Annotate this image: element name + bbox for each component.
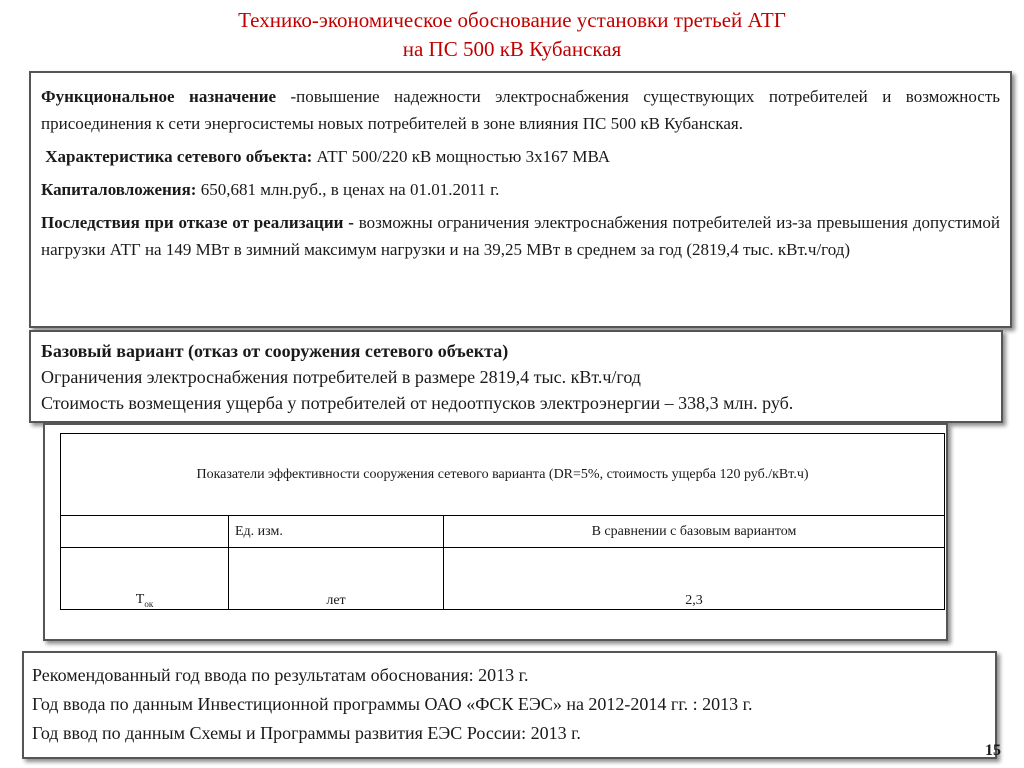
- functional-text: -повышение надежности электроснабжения существующих потребителей и возможность присоединения к сети энергосистемы новых потребителей в зоне влияния ПС 500 кВ Кубанская.: [41, 87, 1000, 133]
- recommendations-box: [22, 651, 997, 759]
- row-name: Т: [135, 592, 145, 608]
- row-value: 2,3: [444, 548, 945, 610]
- slide-title-line1: Технико-экономическое обоснование установки третьей АТГ: [238, 8, 786, 32]
- table-caption-row: [61, 434, 945, 516]
- recommendation-line1: Рекомендованный год ввода по результатам обоснования: 2013 г.: [32, 665, 529, 685]
- indicators-box: [43, 423, 948, 641]
- row-unit: лет: [229, 548, 444, 610]
- summary-box: [29, 71, 1012, 328]
- capex-text: 650,681 млн.руб., в ценах на 01.01.2011 г.: [196, 180, 500, 199]
- slide-title: [0, 6, 1024, 64]
- indicators-table: [60, 433, 945, 610]
- page-number: 15: [985, 742, 1001, 759]
- table-header-row: [61, 516, 945, 548]
- header-cell-unit: Ед. изм.: [229, 516, 444, 548]
- slide-title-line2: на ПС 500 кВ Кубанская: [402, 37, 622, 61]
- functional-paragraph: [41, 83, 1000, 137]
- consequences-text: возможны ограничения электроснабжения потребителей из-за превышения допустимой нагрузки АТГ на 149 МВт в зимний максимум нагрузки и на 39,25 МВт в среднем за год (2819,4 тыс. кВт.ч/год): [41, 213, 1000, 259]
- table-caption: Показатели эффективности сооружения сетевого варианта (DR=5%, стоимость ущерба 120 руб./кВт.ч): [61, 434, 945, 516]
- header-cell-comparison: В сравнении с базовым вариантом: [444, 516, 945, 548]
- base-variant-line2: Стоимость возмещения ущерба у потребителей от недоотпусков электроэнергии – 338,3 млн. руб.: [41, 393, 794, 413]
- capex-paragraph: [41, 176, 1000, 203]
- characteristic-label: Характеристика сетевого объекта:: [45, 147, 313, 166]
- table-row: [61, 548, 945, 610]
- row-name-sub: ок: [144, 599, 154, 609]
- row-name-cell: [61, 548, 229, 610]
- base-variant-line1: Ограничения электроснабжения потребителей в размере 2819,4 тыс. кВт.ч/год: [41, 367, 641, 387]
- consequences-label: Последствия при отказе от реализации -: [41, 213, 354, 232]
- characteristic-text: АТГ 500/220 кВ мощностью 3х167 МВА: [312, 147, 611, 166]
- characteristic-paragraph: [41, 143, 1000, 170]
- base-variant-box: [29, 330, 1003, 423]
- base-variant-heading: Базовый вариант (отказ от сооружения сетевого объекта): [41, 341, 509, 361]
- header-cell-name: [61, 516, 229, 548]
- recommendation-line2: Год ввода по данным Инвестиционной программы ОАО «ФСК ЕЭС» на 2012-2014 гг. : 2013 г.: [32, 694, 753, 714]
- consequences-paragraph: [41, 209, 1000, 263]
- functional-label: Функциональное назначение: [41, 87, 277, 106]
- capex-label: Капиталовложения:: [41, 180, 197, 199]
- recommendation-line3: Год ввод по данным Схемы и Программы развития ЕЭС России: 2013 г.: [32, 723, 581, 743]
